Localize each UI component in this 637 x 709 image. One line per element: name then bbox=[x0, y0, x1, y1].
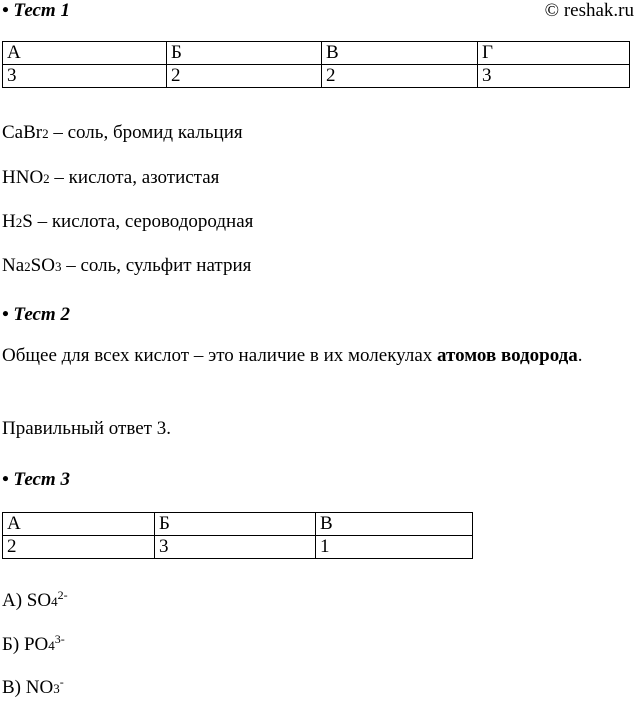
formula-text: CaBr bbox=[2, 122, 43, 143]
table-cell: В bbox=[322, 42, 478, 65]
table-row bbox=[3, 536, 473, 559]
subscript: 2 bbox=[24, 259, 31, 274]
ion-line-so4 bbox=[2, 590, 68, 612]
paragraph-bold-text: атомов водорода bbox=[437, 345, 578, 366]
test2-paragraph bbox=[2, 342, 615, 369]
formula-text: Na bbox=[2, 255, 25, 276]
superscript: 2- bbox=[57, 588, 68, 602]
table-cell: А bbox=[3, 513, 155, 536]
superscript: 3- bbox=[54, 632, 65, 646]
test1-table bbox=[2, 41, 630, 88]
test2-heading: • Тест 2 bbox=[2, 304, 70, 325]
formula-text: HNO bbox=[2, 167, 44, 188]
table-cell: 3 bbox=[155, 536, 316, 559]
table-cell: 1 bbox=[316, 536, 473, 559]
table-cell: Г bbox=[478, 42, 630, 65]
test1-heading: • Тест 1 bbox=[2, 0, 70, 21]
table-cell: 3 bbox=[478, 65, 630, 88]
subscript: 3 bbox=[53, 681, 60, 696]
ion-text: В) NO bbox=[2, 677, 54, 698]
table-row bbox=[3, 42, 630, 65]
table-cell: В bbox=[316, 513, 473, 536]
table-cell: А bbox=[3, 42, 167, 65]
ion-text: Б) PO bbox=[2, 634, 49, 655]
ion-text: А) SO bbox=[2, 590, 52, 611]
paragraph-text: . bbox=[577, 345, 583, 366]
subscript: 2 bbox=[15, 215, 23, 230]
test3-table bbox=[2, 512, 473, 559]
formula-line-na2so3 bbox=[2, 255, 251, 277]
paragraph-text: Общее для всех кислот – это наличие в их молекулах bbox=[2, 345, 437, 366]
test3-heading: • Тест 3 bbox=[2, 469, 70, 490]
subscript: 2 bbox=[43, 171, 50, 186]
table-cell: 2 bbox=[3, 536, 155, 559]
formula-line-hno2 bbox=[2, 167, 219, 189]
subscript: 4 bbox=[48, 638, 55, 653]
subscript: 3 bbox=[54, 259, 62, 274]
formula-text: H bbox=[2, 211, 16, 232]
table-cell: 3 bbox=[3, 65, 167, 88]
table-cell: Б bbox=[167, 42, 322, 65]
table-cell: 2 bbox=[167, 65, 322, 88]
table-row bbox=[3, 513, 473, 536]
superscript: - bbox=[59, 675, 64, 689]
test2-answer: Правильный ответ 3. bbox=[2, 418, 171, 439]
description-text: – кислота, сероводородная bbox=[32, 211, 254, 232]
description-text: – соль, сульфит натрия bbox=[61, 255, 252, 276]
formula-text: S bbox=[22, 211, 33, 232]
formula-line-h2s bbox=[2, 211, 253, 233]
watermark: © reshak.ru bbox=[544, 0, 634, 21]
formula-text: SO bbox=[30, 255, 55, 276]
description-text: – соль, бромид кальция bbox=[48, 122, 243, 143]
ion-line-po4 bbox=[2, 634, 65, 656]
subscript: 2 bbox=[42, 126, 49, 141]
table-cell: Б bbox=[155, 513, 316, 536]
ion-line-no3 bbox=[2, 677, 64, 699]
table-row bbox=[3, 65, 630, 88]
subscript: 4 bbox=[51, 594, 58, 609]
formula-line-cabr2 bbox=[2, 122, 243, 144]
table-cell: 2 bbox=[322, 65, 478, 88]
description-text: – кислота, азотистая bbox=[49, 167, 220, 188]
